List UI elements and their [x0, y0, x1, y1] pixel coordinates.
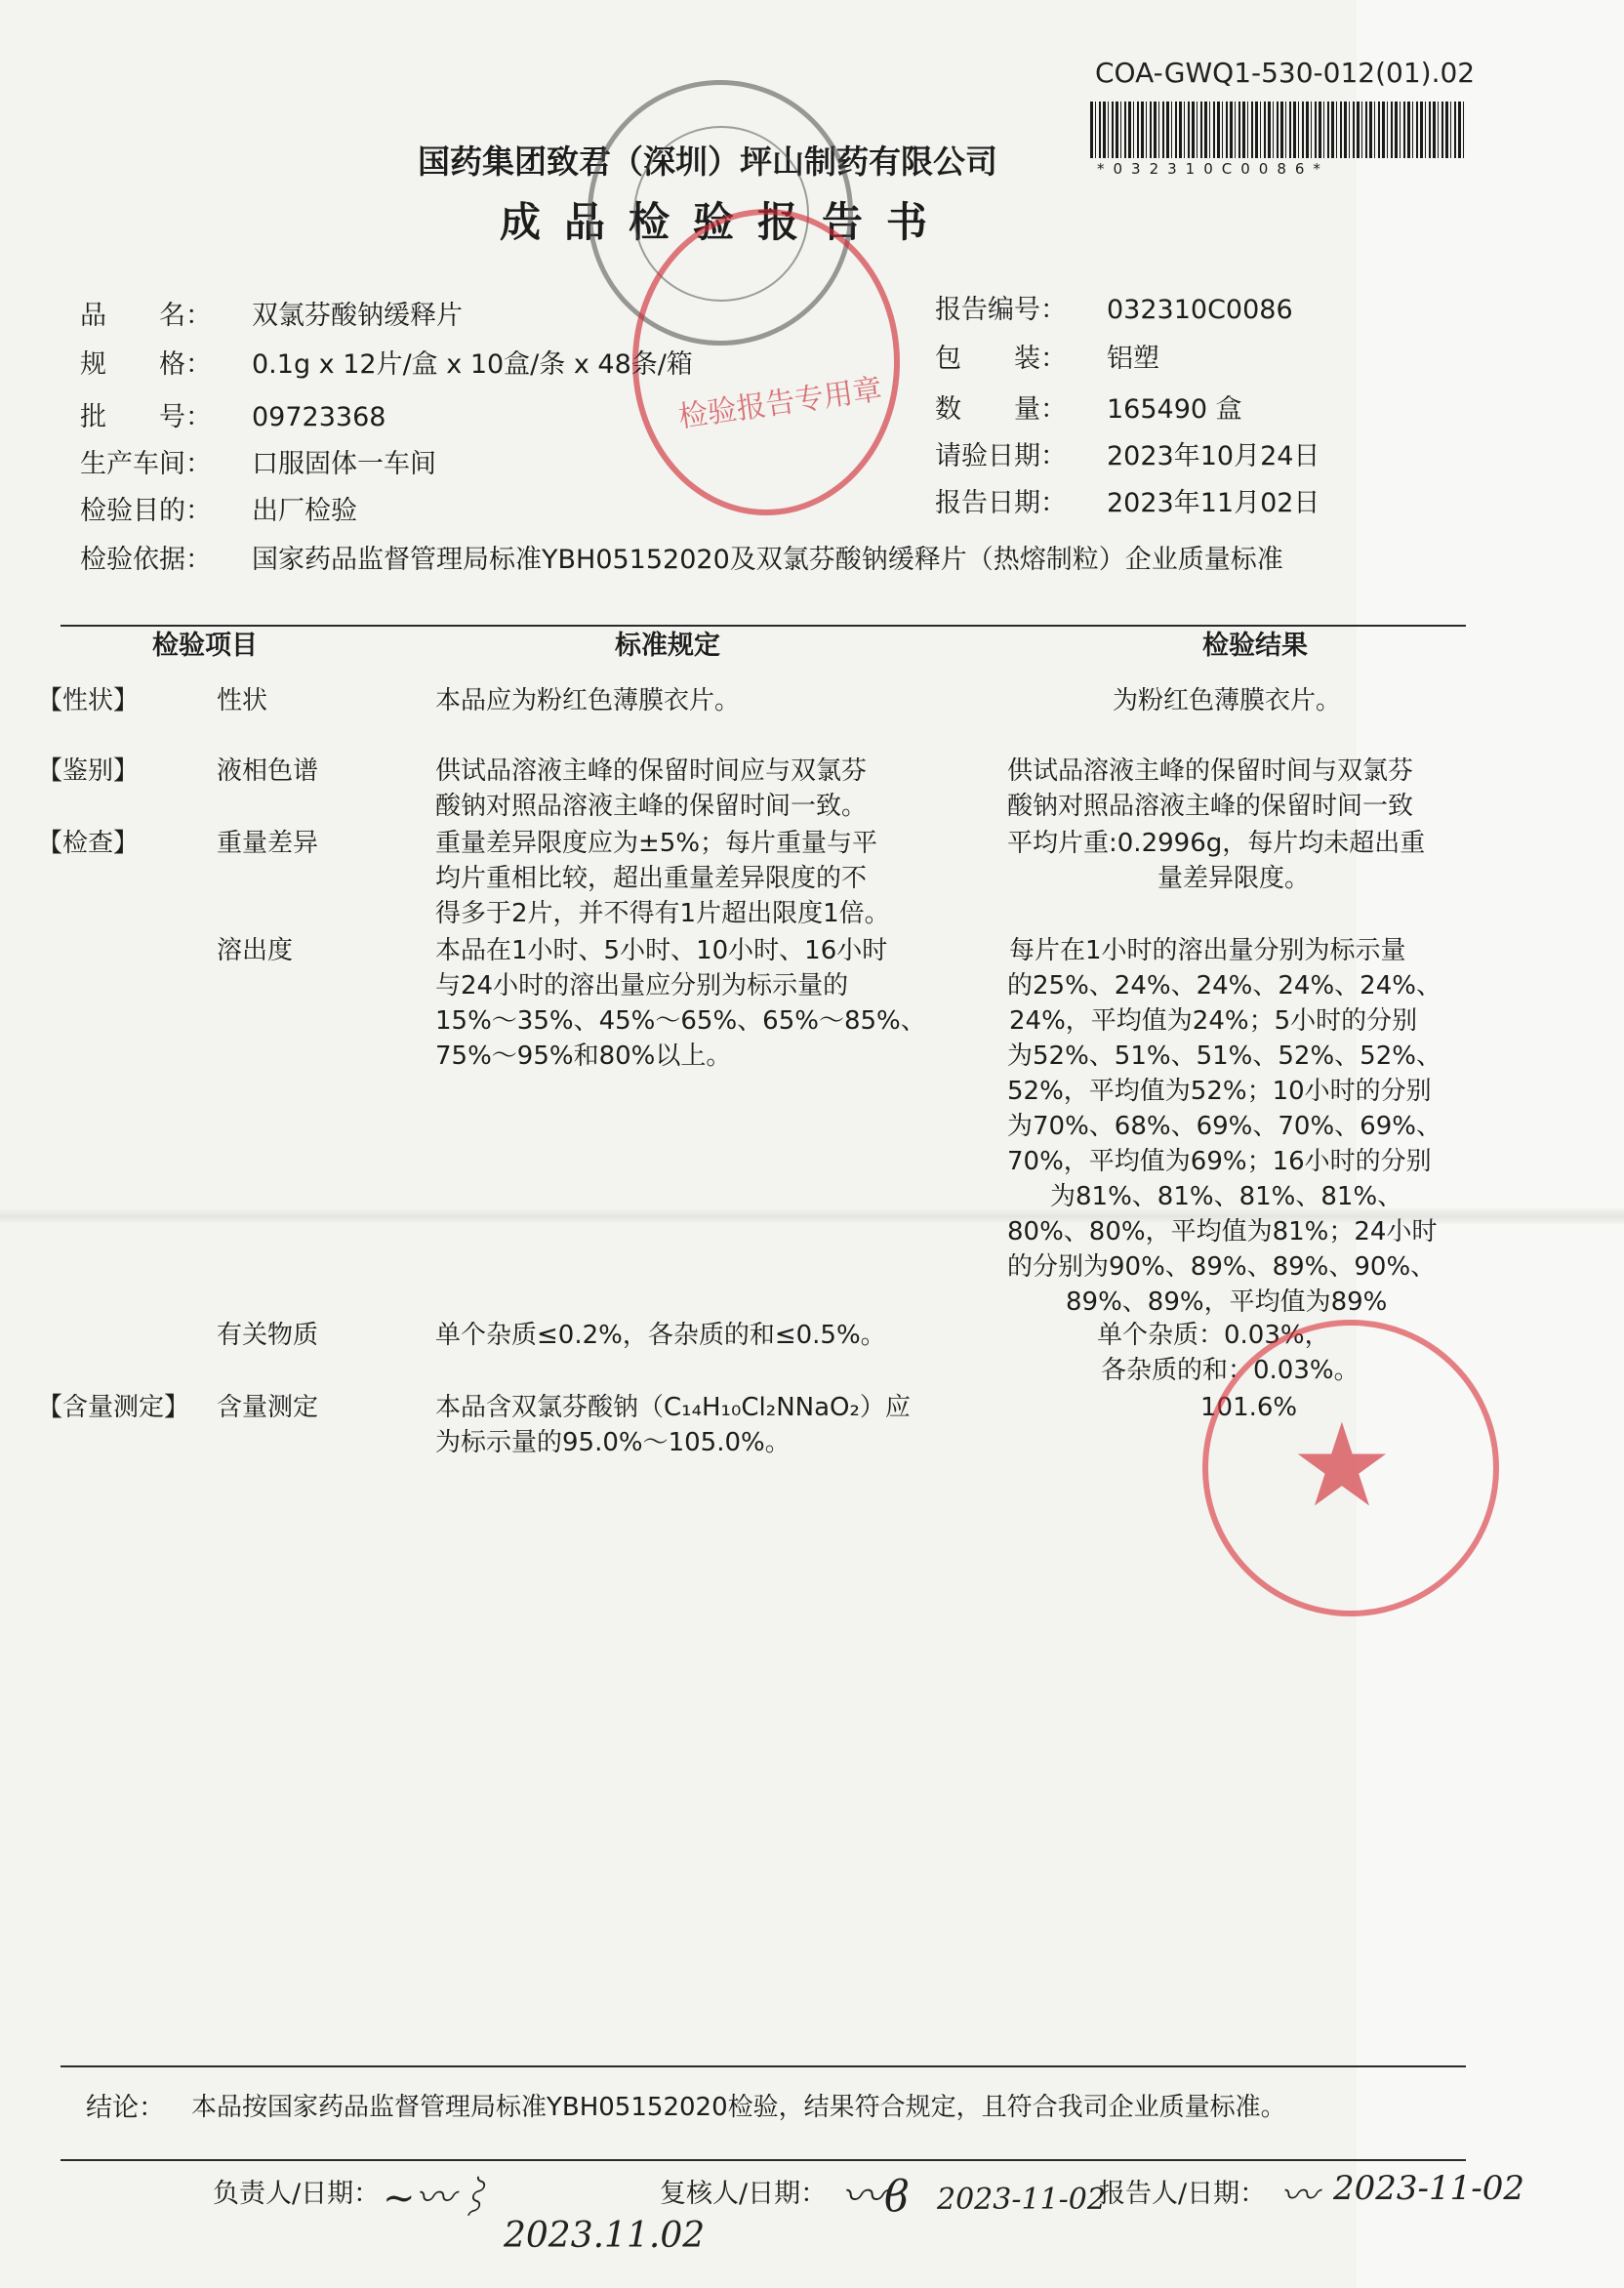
row-result-line: 为70%、68%、69%、70%、69%、 — [1007, 1112, 1441, 1141]
info-label-report-no: 报告编号： — [935, 295, 1067, 325]
responsible-date-handwriting: 2023.11.02 — [504, 2216, 706, 2256]
basis-label: 检验依据： — [80, 545, 212, 575]
row-result-line: 70%，平均值为69%；16小时的分别 — [1007, 1147, 1432, 1176]
inspection-seal-text: 检验报告专用章 — [676, 372, 884, 435]
row-category: 【检查】 — [37, 829, 140, 858]
row-result-line: 平均片重:0.2996g，每片均未超出重 — [1007, 829, 1426, 858]
info-label-spec: 规 格： — [80, 349, 212, 380]
signature-top-rule — [61, 2159, 1466, 2161]
info-value-spec: 0.1g x 12片/盒 x 10盒/条 x 48条/箱 — [252, 349, 693, 380]
conclusion-top-rule — [61, 2065, 1466, 2067]
report-title: 成品检验报告书 — [500, 198, 952, 246]
row-standard-line: 为标示量的95.0%～105.0%。 — [435, 1428, 791, 1457]
document-code: COA-GWQ1-530-012(01).02 — [1095, 57, 1476, 89]
row-category: 【含量测定】 — [37, 1393, 190, 1422]
info-value-purpose: 出厂检验 — [252, 496, 357, 526]
star-icon: ★ — [1290, 1398, 1394, 1532]
row-result-line: 的25%、24%、24%、24%、24%、 — [1007, 971, 1441, 1001]
row-standard-line: 本品应为粉红色薄膜衣片。 — [435, 686, 741, 715]
row-result-line: 89%、89%，平均值为89% — [1066, 1287, 1388, 1317]
reporter-label: 报告人/日期： — [1099, 2179, 1267, 2209]
barcode-icon — [1090, 102, 1465, 158]
info-value-name: 双氯芬酸钠缓释片 — [252, 301, 463, 331]
row-item: 含量测定 — [217, 1393, 319, 1422]
row-item: 有关物质 — [217, 1321, 319, 1350]
info-label-name: 品 名： — [80, 301, 212, 331]
responsible-signature: ~〰⌇ — [383, 2176, 494, 2221]
row-result-line: 为粉红色薄膜衣片。 — [1113, 686, 1342, 715]
row-result-line: 酸钠对照品溶液主峰的保留时间一致 — [1007, 792, 1414, 821]
row-result-line: 各杂质的和：0.03%。 — [1101, 1356, 1360, 1385]
info-label-package: 包 装： — [935, 344, 1067, 374]
row-item: 性状 — [217, 686, 268, 715]
row-standard-line: 供试品溶液主峰的保留时间应与双氯芬 — [435, 756, 868, 786]
row-category: 【鉴别】 — [37, 756, 140, 786]
conclusion-label: 结论： — [86, 2093, 165, 2123]
info-value-workshop: 口服固体一车间 — [252, 449, 436, 479]
row-standard-line: 与24小时的溶出量应分别为标示量的 — [435, 971, 849, 1001]
row-result-line: 为52%、51%、51%、52%、52%、 — [1007, 1042, 1441, 1071]
row-result-line: 单个杂质：0.03%， — [1097, 1321, 1330, 1350]
row-result-line: 101.6% — [1200, 1393, 1298, 1422]
row-result-line: 为81%、81%、81%、81%、 — [1050, 1182, 1403, 1211]
row-standard-line: 本品在1小时、5小时、10小时、16小时 — [435, 936, 888, 965]
header-item: 检验项目 — [152, 631, 258, 661]
conclusion-text: 本品按国家药品监督管理局标准YBH05152020检验，结果符合规定，且符合我司企业质量标准。 — [191, 2093, 1286, 2122]
row-standard-line: 重量差异限度应为±5%；每片重量与平 — [435, 829, 878, 858]
info-label-quantity: 数 量： — [935, 394, 1067, 425]
info-label-purpose: 检验目的： — [80, 496, 212, 526]
row-standard-line: 单个杂质≤0.2%，各杂质的和≤0.5%。 — [435, 1321, 886, 1350]
info-value-request-date: 2023年10月24日 — [1107, 441, 1320, 471]
row-item: 溶出度 — [217, 936, 294, 965]
row-item: 重量差异 — [217, 829, 319, 858]
row-result-line: 80%、80%，平均值为81%；24小时 — [1007, 1217, 1438, 1246]
info-label-workshop: 生产车间： — [80, 449, 212, 479]
quality-seal-icon — [1202, 1320, 1499, 1616]
info-value-quantity: 165490 盒 — [1107, 394, 1242, 425]
barcode-text: *032310C0086* — [1097, 160, 1329, 178]
info-value-report-no: 032310C0086 — [1107, 295, 1293, 325]
reporter-date-handwriting: 2023-11-02 — [1333, 2169, 1525, 2208]
row-result-line: 量差异限度。 — [1157, 864, 1311, 893]
row-standard-line: 得多于2片，并不得有1片超出限度1倍。 — [435, 899, 890, 928]
info-value-report-date: 2023年11月02日 — [1107, 488, 1320, 518]
basis-value: 国家药品监督管理局标准YBH05152020及双氯芬酸钠缓释片（热熔制粒）企业质量标准 — [252, 545, 1283, 575]
row-category: 【性状】 — [37, 686, 140, 715]
reporter-signature: 〰 — [1280, 2174, 1319, 2217]
reviewer-date-handwriting: 2023-11-02 — [937, 2183, 1106, 2217]
info-value-batch: 09723368 — [252, 402, 386, 432]
info-label-batch: 批 号： — [80, 402, 212, 432]
reviewer-signature: 〰ϐ — [841, 2172, 910, 2222]
header-result: 检验结果 — [1202, 631, 1308, 661]
row-result-line: 供试品溶液主峰的保留时间与双氯芬 — [1007, 756, 1414, 786]
row-item: 液相色谱 — [217, 756, 319, 786]
info-value-package: 铝塑 — [1107, 344, 1159, 374]
info-label-request-date: 请验日期： — [935, 441, 1067, 471]
table-top-rule — [61, 625, 1466, 627]
row-standard-line: 均片重相比较，超出重量差异限度的不 — [435, 864, 868, 893]
row-standard-line: 酸钠对照品溶液主峰的保留时间一致。 — [435, 792, 868, 821]
reviewer-label: 复核人/日期： — [660, 2179, 828, 2209]
row-result-line: 52%，平均值为52%；10小时的分别 — [1007, 1077, 1432, 1106]
header-standard: 标准规定 — [615, 631, 720, 661]
responsible-label: 负责人/日期： — [213, 2179, 381, 2209]
row-result-line: 每片在1小时的溶出量分别为标示量 — [1009, 936, 1406, 965]
row-standard-line: 15%～35%、45%～65%、65%～85%、 — [435, 1006, 926, 1036]
company-name: 国药集团致君（深圳）坪山制药有限公司 — [418, 143, 997, 181]
row-result-line: 的分别为90%、89%、89%、90%、 — [1007, 1252, 1437, 1282]
row-standard-line: 75%～95%和80%以上。 — [435, 1042, 732, 1071]
row-standard-line: 本品含双氯芬酸钠（C₁₄H₁₀Cl₂NNaO₂）应 — [435, 1393, 911, 1422]
row-result-line: 24%，平均值为24%；5小时的分别 — [1009, 1006, 1418, 1036]
info-label-report-date: 报告日期： — [935, 488, 1067, 518]
